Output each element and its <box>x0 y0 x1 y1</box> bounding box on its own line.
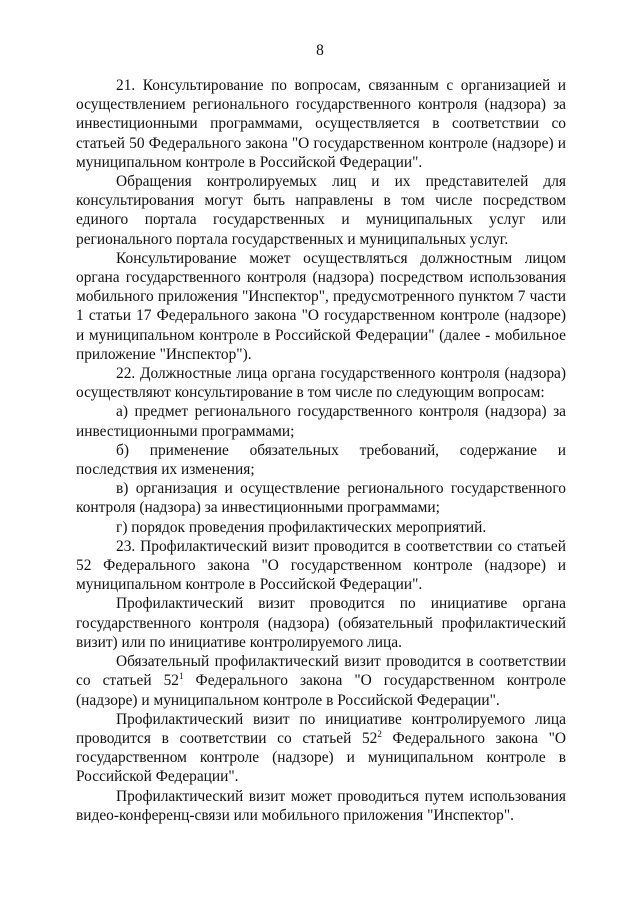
list-item-v: в) организация и осуществление регионального государственного контроля (надзора) за инвестиционными программами; <box>76 480 566 517</box>
paragraph-23: 23. Профилактический визит проводится в соответствии со статьей 52 Федерального закона "О государственном контроле (надзоре) и муниципальном контроле в Российской Федерации". <box>76 537 566 594</box>
superscript-2: 2 <box>377 728 382 739</box>
paragraph-mandatory-visit-text: Обязательный профилактический визит проводится в соответствии со статьей 52 <box>76 653 566 690</box>
paragraph-controlled-person-visit-text: Профилактический визит по инициативе контролируемого лица проводится в соответствии со статьей 52 <box>76 710 566 747</box>
list-item-g: г) порядок проведения профилактических мероприятий. <box>116 518 487 536</box>
paragraph-22: 22. Должностные лица органа государственного контроля (надзора) осуществляют консультирование в том числе по следующим вопросам: <box>76 365 566 402</box>
list-item-b: б) применение обязательных требований, содержание и последствия их изменения; <box>76 441 566 479</box>
paragraph-21: 21. Консультирование по вопросам, связанным с организацией и осуществлением регионального государственного контроля (надзора) за инвестиционными программами, осуществляется в соответствии со статьей 50 Федерального закона "О государственном контроле (надзоре) и муниципальном контроле в Российской Федерации". <box>76 77 566 171</box>
superscript-1: 1 <box>179 671 184 682</box>
page-number: 8 <box>316 42 324 59</box>
paragraph-appeals: Обращения контролируемых лиц и их представителей для консультирования могут быть направлены в том числе посредством единого портала государственных и муниципальных услуг или регионального портала государственных и муниципальных услуг. <box>76 173 566 248</box>
paragraph-controlled-person-visit <box>76 710 566 787</box>
paragraph-mandatory-visit-tail: Федерального закона "О государственном контроле (надзоре) и муниципальном контроле в Российской Федерации". <box>76 672 566 709</box>
paragraph-video-conference: Профилактический визит может проводиться путем использования видео-конференц-связи или мобильного приложения "Инспектор". <box>76 787 566 824</box>
paragraph-initiative: Профилактический визит проводится по инициативе органа государственного контроля (надзора) (обязательный профилактический визит) или по инициативе контролируемого лица. <box>76 595 566 651</box>
paragraph-controlled-person-visit-tail: Федерального закона "О государственном контроле (надзоре) и муниципальном контроле в Российской Федерации". <box>76 729 566 786</box>
paragraph-mandatory-visit <box>76 652 566 710</box>
document-body <box>76 76 566 825</box>
paragraph-mobile-app: Консультирование может осуществляться должностным лицом органа государственного контроля (надзора) посредством использования мобильного приложения "Инспектор", предусмотренного пунктом 7 части 1 статьи 17 Федерального закона "О государственном контроле (надзоре) и муниципальном контроле в Российской Федерации" (далее - мобильное приложение "Инспектор"). <box>76 249 566 363</box>
list-item-a: а) предмет регионального государственного контроля (надзора) за инвестиционными программами; <box>76 403 566 440</box>
